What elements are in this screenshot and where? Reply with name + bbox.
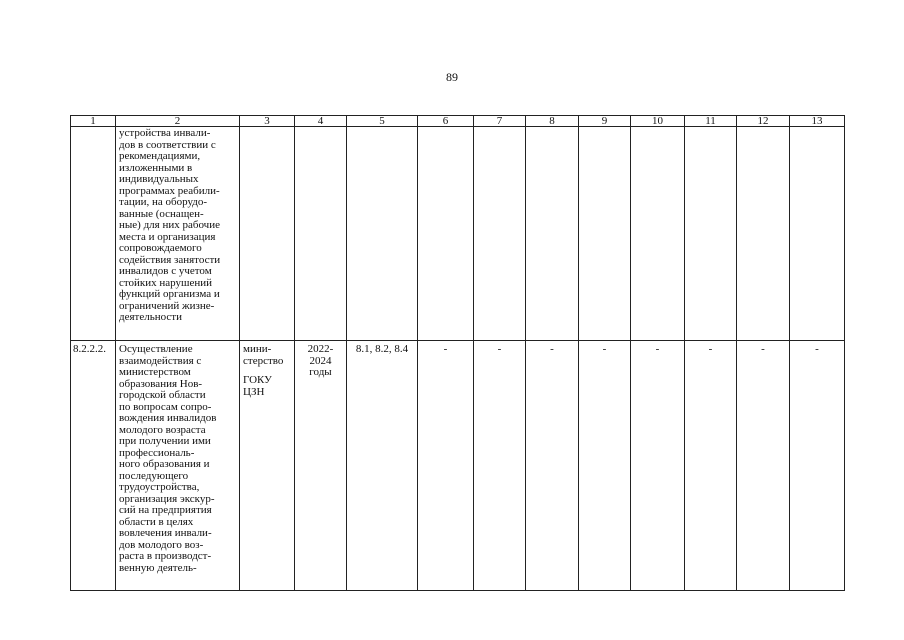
executor-cell	[240, 127, 295, 341]
value-cell: -	[737, 341, 790, 591]
column-header: 5	[347, 116, 418, 127]
column-header: 13	[790, 116, 845, 127]
page-number: 89	[446, 70, 458, 84]
table-row	[71, 127, 845, 341]
target-indicators: 8.1, 8.2, 8.4	[347, 341, 418, 591]
value-cell: -	[474, 341, 526, 591]
executor-cell	[240, 341, 295, 591]
measures-table	[70, 115, 845, 591]
value-cell	[685, 127, 737, 341]
column-header: 3	[240, 116, 295, 127]
value-cell: -	[418, 341, 474, 591]
measure-description: устройства инвали- дов в соответствии с рекомендациями, изложенными в индивидуальных программах реабили- тации, на оборудо- ванные (оснащен- ные) для них рабочие места и организация сопровождаемого содействия занятости инвалидов с учетом стойких нарушений функций организма и ограничений жизне- деятельности	[116, 127, 240, 341]
header-row	[71, 116, 845, 127]
period-cell	[295, 127, 347, 341]
value-cell	[737, 127, 790, 341]
column-header: 10	[631, 116, 685, 127]
value-cell	[474, 127, 526, 341]
value-cell	[790, 127, 845, 341]
column-header: 6	[418, 116, 474, 127]
value-cell	[579, 127, 631, 341]
value-cell: -	[526, 341, 579, 591]
measure-description: Осуществление взаимодействия с министерством образования Нов- городской области по вопросам сопро- вождения инвалидов молодого возраста при получении ими профессиональ- ного образования и последующего трудоустройства, организация экскур- сий на предприятия области в целях вовлечения инвали- дов молодого воз- раста в производст- венную деятель-	[116, 341, 240, 591]
column-header: 12	[737, 116, 790, 127]
column-header: 2	[116, 116, 240, 127]
executor-primary: мини- стерство	[243, 343, 284, 367]
period-cell: 2022- 2024 годы	[295, 341, 347, 591]
value-cell	[631, 127, 685, 341]
value-cell	[418, 127, 474, 341]
row-number: 8.2.2.2.	[71, 341, 116, 591]
table-row	[71, 341, 845, 591]
value-cell: -	[790, 341, 845, 591]
column-header: 1	[71, 116, 116, 127]
column-header: 9	[579, 116, 631, 127]
value-cell: -	[685, 341, 737, 591]
column-header: 11	[685, 116, 737, 127]
value-cell	[526, 127, 579, 341]
row-number	[71, 127, 116, 341]
target-indicators	[347, 127, 418, 341]
executor-secondary: ГОКУ ЦЗН	[243, 374, 272, 398]
column-header: 4	[295, 116, 347, 127]
value-cell: -	[631, 341, 685, 591]
column-header: 8	[526, 116, 579, 127]
column-header: 7	[474, 116, 526, 127]
value-cell: -	[579, 341, 631, 591]
